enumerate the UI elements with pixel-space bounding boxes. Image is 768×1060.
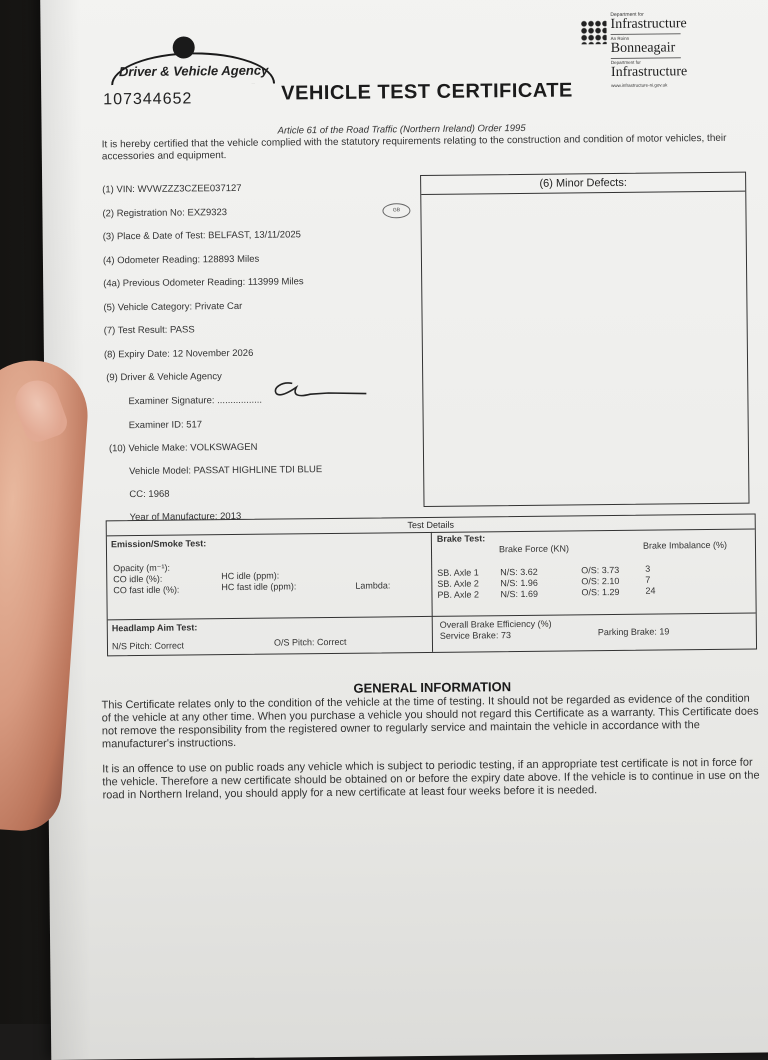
- axle-1-imbalance: 3: [645, 563, 651, 574]
- headlamp-divider-left: [108, 616, 432, 621]
- minor-defects-box: [420, 172, 749, 507]
- general-information-title: GENERAL INFORMATION: [353, 679, 512, 696]
- emission-label: Emission/Smoke Test:: [110, 538, 207, 550]
- axle-2-ns: N/S: 1.96: [500, 577, 538, 589]
- field-registration: (2) Registration No: EXZ9323: [102, 207, 228, 220]
- field-year-of-manufacture: Year of Manufacture: 2013: [129, 510, 242, 524]
- hc-idle-label: HC idle (ppm):: [221, 570, 280, 582]
- department-logo: [580, 10, 761, 112]
- field-vehicle-model: Vehicle Model: PASSAT HIGHLINE TDI BLUE: [129, 464, 323, 478]
- field-test-result: (7) Test Result: PASS: [103, 324, 195, 337]
- test-details-title: Test Details: [107, 515, 755, 537]
- field-vehicle-make: (10) Vehicle Make: VOLKSWAGEN: [108, 441, 258, 455]
- overall-brake-efficiency-label: Overall Brake Efficiency (%): [439, 618, 552, 630]
- lambda-label: Lambda:: [355, 580, 391, 591]
- service-brake: Service Brake: 73: [439, 630, 511, 641]
- examiner-signature-mark: [262, 377, 372, 406]
- brake-efficiency-divider: [432, 613, 756, 618]
- brake-test-label: Brake Test:: [436, 533, 486, 544]
- article-reference: Article 61 of the Road Traffic (Northern Ireland) Order 1995: [277, 122, 526, 137]
- field-expiry-date: (8) Expiry Date: 12 November 2026: [103, 347, 254, 361]
- intro-statement: It is hereby certified that the vehicle complied with the statutory requirements relating to the construction and condition of motor vehicles, their accessories and equipment.: [101, 132, 727, 163]
- dept-line1-small: Department for: [610, 11, 644, 19]
- dept-line3-big: Infrastructure: [610, 64, 688, 81]
- dept-rule-2: [611, 57, 681, 59]
- os-pitch: O/S Pitch: Correct: [273, 636, 347, 648]
- dva-logo: [111, 35, 282, 97]
- dept-website: www.infrastructure-ni.gov.uk: [611, 82, 668, 89]
- co-idle-label: CO idle (%):: [113, 573, 163, 585]
- field-vehicle-category: (5) Vehicle Category: Private Car: [103, 300, 243, 314]
- axle-3-os: O/S: 1.29: [581, 586, 620, 598]
- field-odometer: (4) Odometer Reading: 128893 Miles: [102, 253, 260, 267]
- headlamp-label: Headlamp Aim Test:: [111, 622, 198, 634]
- axle-1-label: SB. Axle 1: [437, 567, 479, 578]
- axle-3-ns: N/S: 1.69: [500, 588, 539, 600]
- field-place-date: (3) Place & Date of Test: BELFAST, 13/11/2025: [102, 229, 301, 243]
- axle-1-os: O/S: 3.73: [581, 564, 620, 576]
- axle-3-imbalance: 24: [645, 585, 656, 596]
- axle-1-ns: N/S: 3.62: [500, 566, 538, 578]
- minor-defects-label: (6) Minor Defects:: [421, 173, 745, 195]
- department-emblem-icon: [580, 20, 606, 44]
- co-fast-idle-label: CO fast idle (%):: [113, 584, 180, 596]
- field-vin: (1) VIN: WVWZZZ3CZEE037127: [102, 182, 242, 196]
- hc-fast-idle-label: HC fast idle (ppm):: [221, 581, 297, 593]
- field-agency: (9) Driver & Vehicle Agency: [106, 371, 222, 384]
- gb-mark: GB: [382, 203, 410, 218]
- field-previous-odometer: (4a) Previous Odometer Reading: 113999 Miles: [103, 276, 304, 290]
- test-details-divider: [431, 532, 434, 652]
- dept-line2-big: Bonneagair: [610, 40, 676, 57]
- axle-2-os: O/S: 2.10: [581, 575, 620, 587]
- ns-pitch: N/S Pitch: Correct: [111, 640, 185, 652]
- brake-imbalance-header: Brake Imbalance (%): [642, 539, 728, 551]
- page-title: VEHICLE TEST CERTIFICATE: [281, 79, 573, 105]
- certificate-paper: [40, 0, 768, 1060]
- field-examiner-id: Examiner ID: 517: [128, 419, 203, 432]
- general-paragraph-2: It is an offence to use on public roads any vehicle which is subject to periodic testing, if an appropriate test certificate is not in force for the vehicle. Therefore a new certificate should be obtained on or before the expiry date above. If the vehicle is to continue in use on the road in Northern Ireland, you should apply for a new certificate at least four weeks before it is needed.: [102, 756, 760, 802]
- axle-2-label: SB. Axle 2: [437, 578, 479, 589]
- axle-3-label: PB. Axle 2: [437, 589, 480, 600]
- brake-force-header: Brake Force (KN): [498, 543, 570, 555]
- general-paragraph-1: This Certificate relates only to the condition of the vehicle at the time of testing. It should not be regarded as evidence of the condition of the vehicle at any other time. When you purchase a vehicle you should not regard this Certificate as a warranty. This Certificate does not remove the responsibility from the registered owner to regularly service and maintain the vehicle in accordance with the manufacturer's instructions.: [101, 692, 759, 751]
- field-examiner-signature: Examiner Signature: .................: [128, 394, 263, 408]
- certificate-number: 107344652: [103, 90, 193, 109]
- parking-brake: Parking Brake: 19: [597, 626, 670, 638]
- dept-line2-small: An Roinn: [610, 35, 630, 42]
- opacity-label: Opacity (m⁻¹):: [113, 562, 170, 574]
- axle-2-imbalance: 7: [645, 574, 651, 585]
- test-details-box: [106, 514, 757, 657]
- issuer-name: Driver & Vehicle Agency: [118, 62, 269, 80]
- dept-rule-1: [611, 33, 681, 35]
- dept-line3-small: Department fur: [610, 59, 641, 66]
- dept-line1-big: Infrastructure: [610, 16, 687, 33]
- field-cc: CC: 1968: [129, 488, 170, 501]
